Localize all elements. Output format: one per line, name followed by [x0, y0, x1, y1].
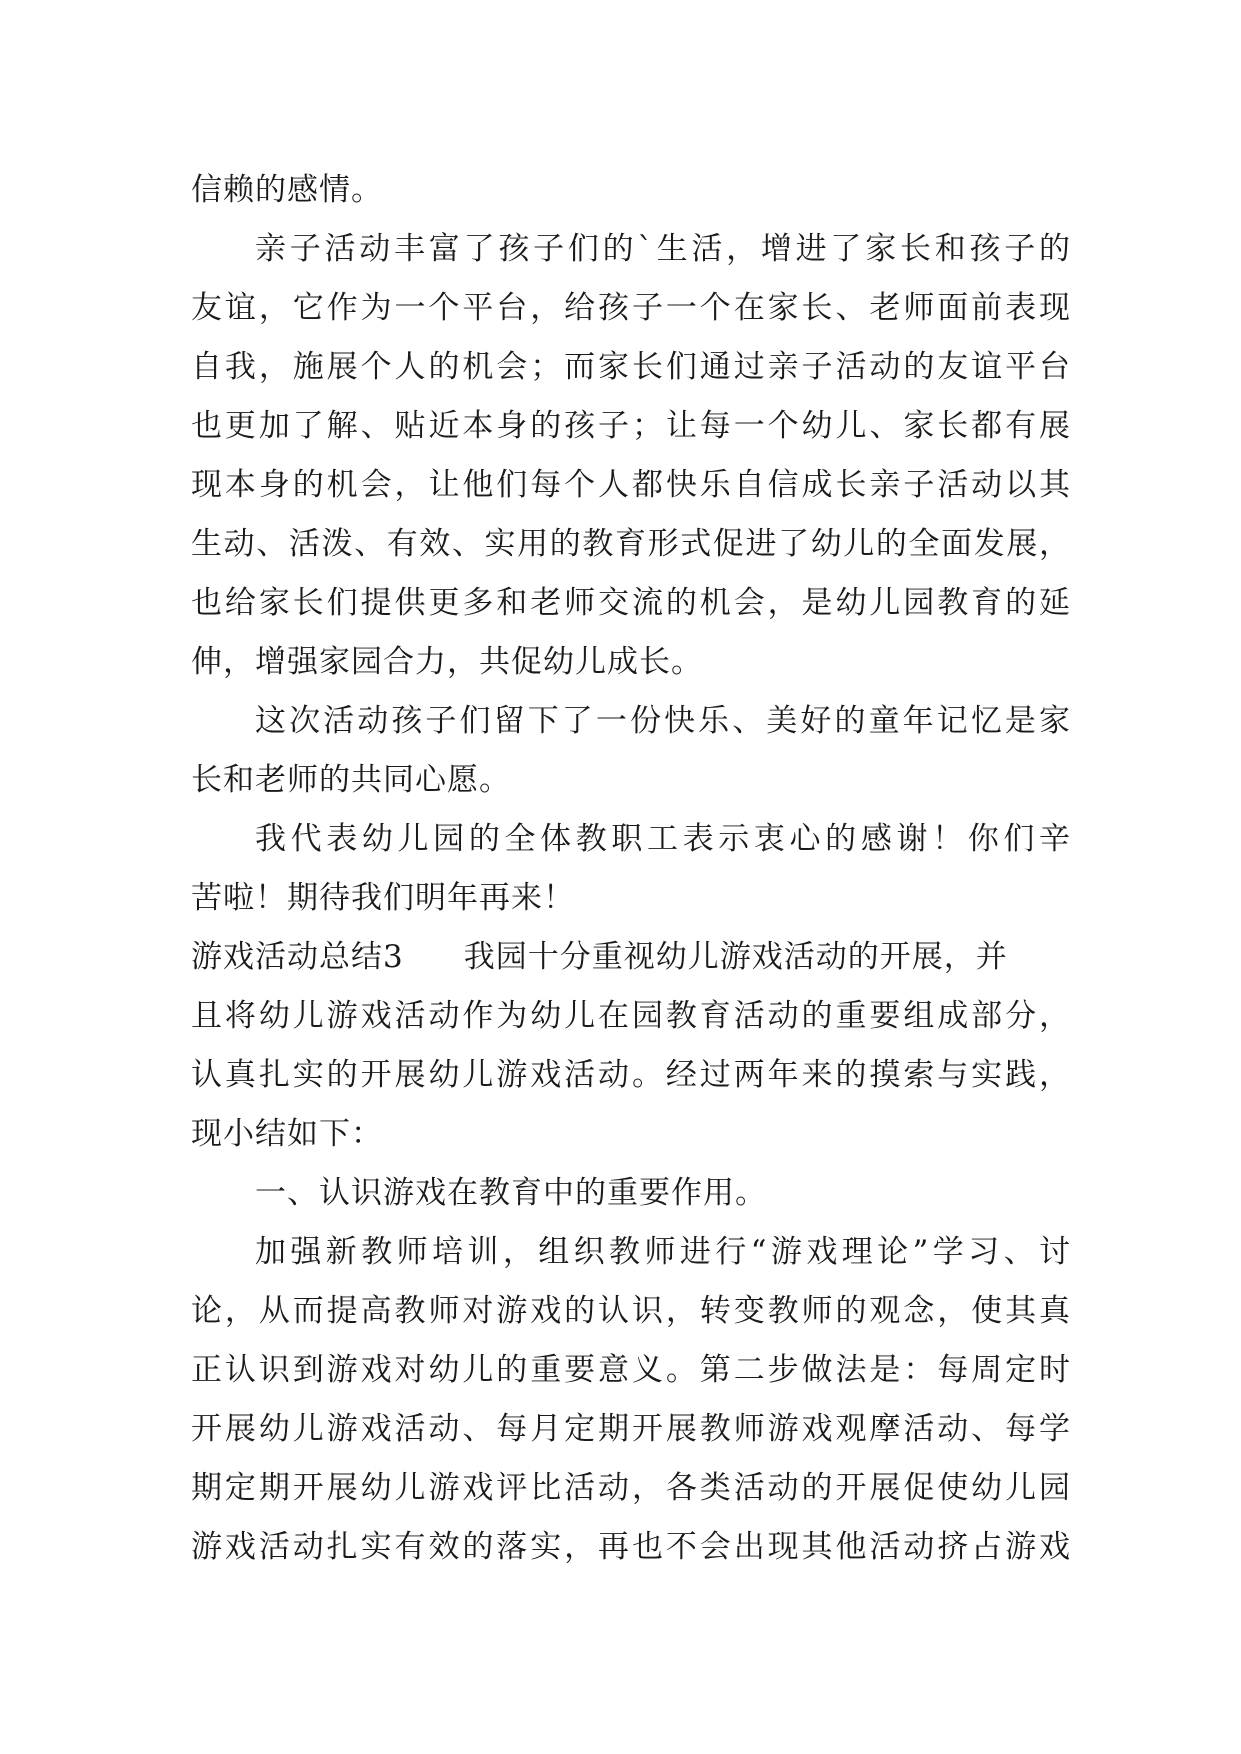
text-line: 游戏活动扎实有效的落实，再也不会出现其他活动挤占游戏 — [191, 1529, 1071, 1565]
subheading-line: 一、认识游戏在教育中的重要作用。 — [255, 1175, 767, 1211]
section-first-sentence: 我园十分重视幼儿游戏活动的开展，并 — [463, 939, 1008, 975]
text-line: 认真扎实的开展幼儿游戏活动。经过两年来的摸索与实践， — [191, 1057, 1071, 1093]
text-line: 且将幼儿游戏活动作为幼儿在园教育活动的重要组成部分， — [191, 998, 1071, 1034]
text-line: 信赖的感情。 — [191, 172, 383, 208]
text-line: 论，从而提高教师对游戏的认识，转变教师的观念，使其真 — [191, 1293, 1071, 1329]
text-line: 生动、活泼、有效、实用的教育形式促进了幼儿的全面发展， — [191, 526, 1071, 562]
section-heading: 游戏活动总结3 — [191, 939, 404, 975]
section-heading-line — [191, 927, 1071, 987]
text-line: 现本身的机会，让他们每个人都快乐自信成长亲子活动以其 — [191, 467, 1071, 503]
text-line: 友谊，它作为一个平台，给孩子一个在家长、老师面前表现 — [191, 290, 1071, 326]
text-line: 伸，增强家园合力，共促幼儿成长。 — [191, 644, 703, 680]
text-line: 我代表幼儿园的全体教职工表示衷心的感谢！你们辛 — [255, 821, 1071, 857]
text-line: 也给家长们提供更多和老师交流的机会，是幼儿园教育的延 — [191, 585, 1071, 621]
text-line: 开展幼儿游戏活动、每月定期开展教师游戏观摩活动、每学 — [191, 1411, 1071, 1447]
text-line: 这次活动孩子们留下了一份快乐、美好的童年记忆是家 — [255, 703, 1071, 739]
text-line: 亲子活动丰富了孩子们的`生活，增进了家长和孩子的 — [255, 231, 1071, 267]
text-line: 现小结如下： — [191, 1116, 383, 1152]
text-line: 自我，施展个人的机会；而家长们通过亲子活动的友谊平台 — [191, 349, 1071, 385]
text-line: 苦啦！期待我们明年再来！ — [191, 880, 575, 916]
text-line: 期定期开展幼儿游戏评比活动，各类活动的开展促使幼儿园 — [191, 1470, 1071, 1506]
text-line: 正认识到游戏对幼儿的重要意义。第二步做法是：每周定时 — [191, 1352, 1071, 1388]
text-line: 加强新教师培训，组织教师进行“游戏理论”学习、讨 — [255, 1234, 1071, 1270]
text-line: 长和老师的共同心愿。 — [191, 762, 511, 798]
text-line: 也更加了解、贴近本身的孩子；让每一个幼儿、家长都有展 — [191, 408, 1071, 444]
